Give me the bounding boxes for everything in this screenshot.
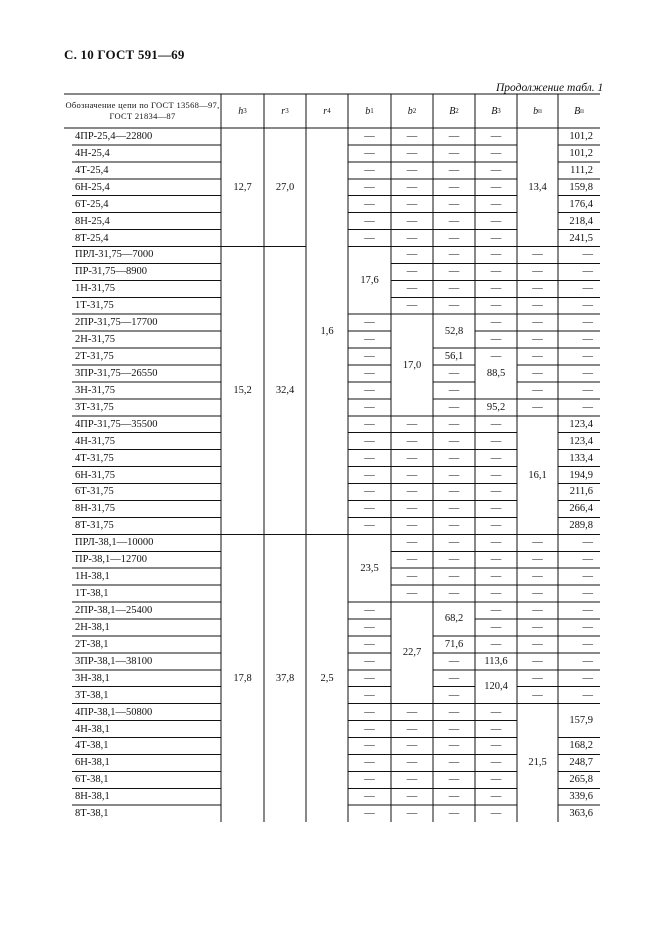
- cell-b3: —: [490, 520, 502, 532]
- cell-bn: —: [582, 672, 593, 684]
- cell-bn: —: [532, 384, 543, 396]
- cell-bn: —: [532, 621, 543, 633]
- cell-bn: 218,4: [569, 215, 593, 227]
- cell-b3: —: [490, 571, 502, 583]
- cell-b1: —: [364, 503, 375, 515]
- cell-b3: —: [490, 723, 502, 735]
- cell-b2: —: [406, 147, 418, 159]
- cell-b2: —: [448, 249, 460, 261]
- cell-b2: —: [406, 537, 418, 549]
- merged-cell-r3: 32,4: [275, 384, 295, 396]
- cell-b2: —: [406, 588, 418, 600]
- header-designation: Обозначение цепи по ГОСТ 13568—97, ГОСТ 21834—87: [65, 100, 220, 121]
- cell-b2: —: [406, 418, 418, 430]
- cell-b3: —: [490, 198, 502, 210]
- merged-cell-b2: 22,7: [402, 647, 422, 659]
- cell-bn: —: [582, 554, 593, 566]
- cell-b3: —: [490, 266, 502, 278]
- cell-b2: —: [448, 706, 460, 718]
- cell-b1: —: [364, 486, 375, 498]
- row-designation: ПР-38,1—12700: [75, 554, 148, 566]
- row-designation: 6Т-25,4: [75, 198, 109, 210]
- cell-b1: —: [364, 367, 375, 379]
- cell-b2: —: [448, 401, 460, 413]
- cell-b2: —: [448, 164, 460, 176]
- header-b2-symbol: b: [407, 105, 413, 117]
- cell-bn: 133,4: [569, 452, 593, 464]
- cell-b2: —: [448, 384, 460, 396]
- cell-b2: 71,6: [444, 638, 464, 650]
- merged-cell-r3: 37,8: [275, 672, 295, 684]
- header-bn-subscript: п: [538, 107, 542, 115]
- cell-b2: —: [406, 181, 418, 193]
- header-bn: [558, 94, 600, 128]
- header-b2-symbol: B: [449, 105, 456, 117]
- header-b2: [391, 94, 433, 128]
- cell-bn: 176,4: [569, 198, 593, 210]
- cell-b1: —: [364, 215, 375, 227]
- cell-b2: —: [448, 791, 460, 803]
- row-designation: 1Н-31,75: [75, 283, 115, 295]
- row-designation: ПР-31,75—8900: [75, 266, 148, 278]
- cell-bn: —: [532, 351, 543, 363]
- cell-bn: 265,8: [569, 774, 593, 786]
- row-designation: 2Н-38,1: [75, 621, 110, 633]
- cell-b1: —: [364, 621, 375, 633]
- cell-b1: —: [364, 452, 375, 464]
- cell-b2: —: [448, 520, 460, 532]
- row-designation: 6Н-25,4: [75, 181, 110, 193]
- header-r3-subscript: 3: [285, 107, 289, 115]
- cell-b2: —: [406, 469, 418, 481]
- cell-bn: —: [582, 588, 593, 600]
- header-b2-subscript: 2: [455, 107, 459, 115]
- cell-b2: —: [406, 452, 418, 464]
- merged-cell-h3: 15,2: [233, 384, 252, 396]
- cell-b2: —: [406, 486, 418, 498]
- merged-cell-b2: 17,0: [402, 359, 422, 371]
- cell-bn: —: [532, 638, 543, 650]
- cell-bn: —: [532, 571, 543, 583]
- cell-b2: —: [406, 723, 418, 735]
- cell-b2: —: [448, 283, 460, 295]
- cell-bn: —: [582, 317, 593, 329]
- cell-b2: —: [406, 435, 418, 447]
- row-designation: 4Т-25,4: [75, 164, 109, 176]
- merged-cell-b3: 88,5: [486, 367, 506, 379]
- cell-b2: —: [448, 571, 460, 583]
- cell-bn: —: [582, 655, 593, 667]
- cell-b2: —: [448, 503, 460, 515]
- cell-b1: —: [364, 164, 375, 176]
- cell-b2: —: [448, 418, 460, 430]
- row-designation: ПРЛ-38,1—10000: [75, 537, 154, 549]
- cell-b3: —: [490, 486, 502, 498]
- cell-bn: 241,5: [569, 232, 593, 244]
- cell-b3: —: [490, 638, 502, 650]
- cell-bn: 159,8: [569, 181, 593, 193]
- cell-b2: —: [448, 232, 460, 244]
- header-bn-symbol: B: [574, 105, 581, 117]
- cell-b2: —: [448, 435, 460, 447]
- row-designation: 2Н-31,75: [75, 334, 115, 346]
- header-bn-symbol: b: [533, 105, 539, 117]
- cell-b1: —: [364, 384, 375, 396]
- row-designation: 6Т-38,1: [75, 774, 109, 786]
- merged-cell-b2: 68,2: [444, 613, 464, 625]
- cell-b1: —: [364, 401, 375, 413]
- cell-b2: —: [448, 655, 460, 667]
- merged-cell-bn: 21,5: [528, 757, 547, 769]
- cell-b1: —: [364, 723, 375, 735]
- row-designation: ПРЛ-31,75—7000: [75, 249, 154, 261]
- cell-bn: 101,2: [569, 147, 593, 159]
- cell-bn: —: [582, 571, 593, 583]
- row-designation: 3Н-31,75: [75, 384, 115, 396]
- cell-b2: —: [448, 537, 460, 549]
- row-designation: 4Н-31,75: [75, 435, 115, 447]
- row-designation: 6Н-31,75: [75, 469, 115, 481]
- cell-b1: —: [364, 689, 375, 701]
- cell-bn: —: [582, 334, 593, 346]
- cell-b2: —: [406, 571, 418, 583]
- cell-b3: —: [490, 435, 502, 447]
- header-b1-symbol: b: [365, 105, 371, 117]
- row-designation: 4ПР-25,4—22800: [75, 130, 153, 142]
- cell-bn: —: [532, 588, 543, 600]
- cell-b3: —: [490, 130, 502, 142]
- cell-bn: 168,2: [569, 740, 593, 752]
- cell-b2: —: [448, 689, 460, 701]
- header-h3: [221, 94, 264, 128]
- row-designation: 4ПР-31,75—35500: [75, 418, 158, 430]
- cell-b3: —: [490, 604, 502, 616]
- row-designation: 1Н-38,1: [75, 571, 110, 583]
- cell-b3: —: [490, 452, 502, 464]
- header-b1: [348, 94, 391, 128]
- cell-bn: —: [532, 334, 543, 346]
- header-r4-subscript: 4: [327, 107, 331, 115]
- header-h3-symbol: h: [238, 105, 244, 117]
- row-designation: 2Т-31,75: [75, 351, 114, 363]
- cell-b2: —: [448, 469, 460, 481]
- cell-bn: —: [582, 604, 593, 616]
- cell-bn: —: [582, 401, 593, 413]
- cell-b1: —: [364, 706, 375, 718]
- cell-b2: —: [448, 181, 460, 193]
- cell-b2: —: [448, 740, 460, 752]
- header-b2: [433, 94, 475, 128]
- cell-b3: —: [490, 503, 502, 515]
- cell-bn: —: [582, 249, 593, 261]
- cell-b3: —: [490, 181, 502, 193]
- cell-b3: —: [490, 469, 502, 481]
- cell-bn: —: [532, 283, 543, 295]
- header-r4: [306, 94, 348, 128]
- cell-bn: 111,2: [570, 164, 593, 176]
- row-designation: 6Н-38,1: [75, 757, 110, 769]
- cell-b2: —: [406, 232, 418, 244]
- cell-b1: —: [364, 604, 375, 616]
- cell-bn: 123,4: [569, 435, 593, 447]
- cell-b3: 113,6: [484, 655, 508, 667]
- cell-b3: —: [490, 232, 502, 244]
- header-bn-subscript: п: [580, 107, 584, 115]
- cell-b3: —: [490, 621, 502, 633]
- row-designation: 3Н-38,1: [75, 672, 110, 684]
- cell-bn: —: [532, 266, 543, 278]
- cell-b2: —: [406, 554, 418, 566]
- cell-bn: —: [582, 689, 593, 701]
- merged-cell-bn: 16,1: [528, 469, 547, 481]
- cell-b1: —: [364, 418, 375, 430]
- row-designation: 4Н-25,4: [75, 147, 110, 159]
- cell-b3: —: [490, 300, 502, 312]
- cell-b2: —: [406, 706, 418, 718]
- cell-b1: —: [364, 808, 375, 820]
- row-designation: 8Т-38,1: [75, 808, 109, 820]
- merged-cell-b2: 52,8: [444, 325, 464, 337]
- cell-bn: —: [532, 672, 543, 684]
- cell-b2: —: [406, 791, 418, 803]
- row-designation: 4Т-31,75: [75, 452, 114, 464]
- cell-b2: —: [448, 757, 460, 769]
- row-designation: 8Н-25,4: [75, 215, 110, 227]
- cell-b2: —: [448, 774, 460, 786]
- cell-bn: —: [582, 384, 593, 396]
- table-continuation-label: Продолжение табл. 1: [496, 82, 604, 94]
- merged-cell-bn: 157,9: [569, 715, 593, 727]
- cell-bn: —: [532, 367, 543, 379]
- cell-bn: —: [532, 554, 543, 566]
- row-designation: 3ПР-38,1—38100: [75, 655, 153, 667]
- cell-b2: —: [448, 147, 460, 159]
- cell-b1: —: [364, 520, 375, 532]
- header-r3: [264, 94, 306, 128]
- cell-b3: —: [490, 791, 502, 803]
- row-designation: 8Т-31,75: [75, 520, 114, 532]
- merged-cell-b3: 120,4: [484, 681, 508, 693]
- cell-bn: 289,8: [569, 520, 593, 532]
- cell-b2: —: [406, 266, 418, 278]
- merged-cell-h3: 12,7: [233, 181, 252, 193]
- row-designation: 2Т-38,1: [75, 638, 109, 650]
- cell-b1: —: [364, 672, 375, 684]
- cell-b2: —: [406, 520, 418, 532]
- row-designation: 1Т-31,75: [75, 300, 114, 312]
- header-b1-subscript: 1: [370, 107, 374, 115]
- cell-b2: —: [448, 672, 460, 684]
- cell-b3: 95,2: [486, 401, 506, 413]
- cell-b1: —: [364, 774, 375, 786]
- cell-b3: —: [490, 740, 502, 752]
- cell-bn: —: [582, 351, 593, 363]
- cell-bn: 194,9: [569, 469, 593, 481]
- cell-bn: 363,6: [569, 808, 593, 820]
- merged-cell-r3: 27,0: [275, 181, 295, 193]
- cell-b1: —: [364, 317, 375, 329]
- merged-cell-b1: 23,5: [360, 562, 379, 574]
- cell-b3: —: [490, 351, 502, 363]
- cell-b2: —: [406, 757, 418, 769]
- cell-bn: —: [532, 300, 543, 312]
- cell-b3: —: [490, 537, 502, 549]
- cell-bn: —: [532, 655, 543, 667]
- row-designation: 8Н-38,1: [75, 791, 110, 803]
- cell-b3: —: [490, 147, 502, 159]
- row-designation: 3Т-38,1: [75, 689, 109, 701]
- header-h3-subscript: 3: [243, 107, 247, 115]
- cell-b3: —: [490, 757, 502, 769]
- cell-b1: —: [364, 198, 375, 210]
- cell-b1: —: [364, 334, 375, 346]
- cell-b1: —: [364, 147, 375, 159]
- row-designation: 2ПР-31,75—17700: [75, 317, 158, 329]
- cell-b2: —: [448, 130, 460, 142]
- cell-b2: —: [406, 130, 418, 142]
- cell-b3: —: [490, 706, 502, 718]
- row-designation: 8Н-31,75: [75, 503, 115, 515]
- row-designation: 3ПР-31,75—26550: [75, 367, 158, 379]
- cell-b2: —: [406, 774, 418, 786]
- cell-b1: —: [364, 351, 375, 363]
- cell-b2: —: [406, 164, 418, 176]
- cell-bn: 211,6: [569, 486, 593, 498]
- cell-b3: —: [490, 554, 502, 566]
- header-b3-subscript: 3: [497, 107, 501, 115]
- cell-b3: —: [490, 588, 502, 600]
- cell-bn: —: [582, 537, 593, 549]
- cell-b1: —: [364, 638, 375, 650]
- cell-b2: —: [406, 215, 418, 227]
- cell-b1: —: [364, 469, 375, 481]
- cell-b1: —: [364, 435, 375, 447]
- merged-cell-h3: 17,8: [233, 672, 252, 684]
- cell-b3: —: [490, 418, 502, 430]
- cell-b1: —: [364, 791, 375, 803]
- cell-bn: —: [582, 638, 593, 650]
- cell-bn: —: [582, 283, 593, 295]
- cell-b2: —: [448, 452, 460, 464]
- cell-b2: —: [448, 367, 460, 379]
- row-designation: 4Т-38,1: [75, 740, 109, 752]
- cell-bn: 123,4: [569, 418, 593, 430]
- cell-b1: —: [364, 655, 375, 667]
- cell-b2: —: [406, 283, 418, 295]
- row-designation: 4Н-38,1: [75, 723, 110, 735]
- cell-b3: —: [490, 774, 502, 786]
- row-designation: 8Т-25,4: [75, 232, 109, 244]
- cell-b2: —: [406, 740, 418, 752]
- cell-b2: —: [448, 300, 460, 312]
- row-designation: 4ПР-38,1—50800: [75, 706, 153, 718]
- merged-cell-b1: 17,6: [360, 274, 379, 286]
- cell-bn: 101,2: [569, 130, 593, 142]
- cell-b1: —: [364, 130, 375, 142]
- cell-b2: 56,1: [444, 351, 464, 363]
- cell-b2: —: [448, 486, 460, 498]
- cell-b3: —: [490, 283, 502, 295]
- cell-bn: 339,6: [569, 791, 593, 803]
- header-b2-subscript: 2: [412, 107, 417, 115]
- cell-b2: —: [448, 808, 460, 820]
- cell-b3: —: [490, 334, 502, 346]
- cell-b2: —: [406, 249, 418, 261]
- cell-b3: —: [490, 808, 502, 820]
- cell-b1: —: [364, 757, 375, 769]
- cell-b2: —: [406, 808, 418, 820]
- page-header: С. 10 ГОСТ 591—69: [64, 47, 185, 62]
- cell-b3: —: [490, 215, 502, 227]
- header-bn: [517, 94, 558, 128]
- cell-bn: —: [532, 317, 543, 329]
- cell-b2: —: [448, 554, 460, 566]
- cell-b2: —: [448, 266, 460, 278]
- cell-b3: —: [490, 249, 502, 261]
- merged-cell-r4: 1,6: [320, 325, 334, 337]
- cell-b2: —: [406, 503, 418, 515]
- merged-cell-bn: 13,4: [528, 181, 547, 193]
- cell-bn: —: [532, 249, 543, 261]
- merged-cell-r4: 2,5: [320, 672, 334, 684]
- cell-b2: —: [448, 723, 460, 735]
- cell-b1: —: [364, 232, 375, 244]
- cell-bn: —: [582, 300, 593, 312]
- cell-bn: —: [532, 401, 543, 413]
- row-designation: 2ПР-38,1—25400: [75, 604, 153, 616]
- cell-b2: —: [448, 215, 460, 227]
- row-designation: 1Т-38,1: [75, 588, 109, 600]
- cell-bn: —: [532, 604, 543, 616]
- row-designation: 6Т-31,75: [75, 486, 114, 498]
- cell-b2: —: [448, 588, 460, 600]
- cell-bn: 248,7: [569, 757, 593, 769]
- header-r3-symbol: r: [281, 105, 286, 117]
- header-r4-symbol: r: [323, 105, 328, 117]
- header-b3: [475, 94, 517, 128]
- cell-bn: —: [582, 367, 593, 379]
- cell-bn: —: [532, 689, 543, 701]
- cell-bn: —: [532, 537, 543, 549]
- cell-b2: —: [448, 198, 460, 210]
- row-designation: 3Т-31,75: [75, 401, 114, 413]
- cell-b2: —: [406, 300, 418, 312]
- cell-b3: —: [490, 317, 502, 329]
- cell-bn: —: [582, 621, 593, 633]
- header-b3-symbol: B: [491, 105, 498, 117]
- cell-b1: —: [364, 740, 375, 752]
- cell-b1: —: [364, 181, 375, 193]
- cell-bn: 266,4: [569, 503, 593, 515]
- cell-b2: —: [406, 198, 418, 210]
- cell-b3: —: [490, 164, 502, 176]
- cell-bn: —: [582, 266, 593, 278]
